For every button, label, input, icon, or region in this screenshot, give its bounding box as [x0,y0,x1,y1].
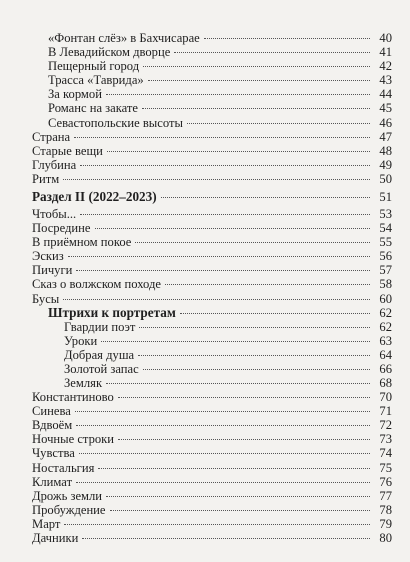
toc-entry-page: 40 [379,31,392,45]
toc-entry [0,100,410,116]
toc-entry-title: Романс на закате [48,101,139,115]
toc-entry-page: 74 [379,446,392,460]
dot-leader [148,79,370,81]
toc-entry-title: Климат [32,475,73,489]
toc-entry-title: Март [32,517,61,531]
toc-entry-page: 71 [379,404,392,418]
toc-entry-title: Севастопольские высоты [48,116,183,130]
toc-entry-title: В приёмном покое [32,235,132,249]
toc-entry-page: 63 [379,334,392,348]
dot-leader [101,340,370,342]
dot-leader [63,298,370,300]
toc-entry [0,530,410,546]
toc-entry-page: 51 [379,190,392,204]
toc-entry-page: 44 [379,87,392,101]
toc-entry-title: Страна [32,130,71,144]
dot-leader [161,196,370,198]
dot-leader [76,481,370,483]
toc-entry-page: 60 [379,292,392,306]
toc-entry-page: 55 [379,235,392,249]
dot-leader [68,255,370,257]
dot-leader [110,509,370,511]
toc-entry-title: Дачники [32,531,79,545]
toc-entry-page: 79 [379,517,392,531]
toc-entry-title: Добрая душа [64,348,135,362]
toc-entry-page: 46 [379,116,392,130]
toc-entry-title: Пробуждение [32,503,106,517]
toc-entry-title: За кормой [48,87,102,101]
toc-entry [0,171,410,187]
toc-entry-page: 64 [379,348,392,362]
toc-entry-title: Раздел II (2022–2023) [32,189,157,204]
toc-entry-page: 57 [379,263,392,277]
dot-leader [98,467,370,469]
toc-entry-title: Эскиз [32,249,64,263]
dot-leader [76,424,370,426]
toc-entry-page: 78 [379,503,392,517]
toc-entry-page: 75 [379,461,392,475]
toc-entry-title: Вдвоём [32,418,73,432]
toc-entry-title: Глубина [32,158,77,172]
toc-entry-title: Пичуги [32,263,73,277]
toc-entry-title: Константиново [32,390,114,404]
dot-leader [63,178,370,180]
toc-entry-page: 72 [379,418,392,432]
toc-entry [0,276,410,292]
dot-leader [187,122,370,124]
dot-leader [139,326,370,328]
dot-leader [118,396,370,398]
dot-leader [64,523,370,525]
toc-entry-title: Чувства [32,446,75,460]
toc-entry-title: Синева [32,404,71,418]
dot-leader [118,438,370,440]
toc-entry-title: Посредине [32,221,91,235]
toc-entry [0,189,410,205]
toc-entry-page: 50 [379,172,392,186]
toc-entry-page: 49 [379,158,392,172]
toc-entry-page: 76 [379,475,392,489]
toc-entry-page: 73 [379,432,392,446]
dot-leader [174,51,370,53]
dot-leader [143,65,370,67]
toc-entry-title: Трасса «Таврида» [48,73,144,87]
toc-entry-page: 66 [379,362,392,376]
toc-entry-page: 77 [379,489,392,503]
toc-entry-title: Гвардии поэт [64,320,136,334]
toc-entry-page: 58 [379,277,392,291]
toc-entry-page: 48 [379,144,392,158]
dot-leader [80,164,370,166]
dot-leader [138,354,370,356]
toc-entry-page: 41 [379,45,392,59]
toc-entry-title: В Левадийском дворце [48,45,171,59]
dot-leader [95,227,371,229]
toc-entry-title: Уроки [64,334,98,348]
toc-entry-title: Старые вещи [32,144,103,158]
dot-leader [74,136,370,138]
toc-entry-page: 62 [379,320,392,334]
toc-entry-page: 80 [379,531,392,545]
toc-entry-page: 62 [379,306,392,320]
toc-entry-page: 42 [379,59,392,73]
toc-entry-page: 56 [379,249,392,263]
toc-entry-title: Бусы [32,292,60,306]
toc-entry-page: 43 [379,73,392,87]
dot-leader [135,241,370,243]
dot-leader [75,410,370,412]
dot-leader [106,93,370,95]
dot-leader [106,495,370,497]
toc-entry-page: 47 [379,130,392,144]
toc-entry-title: Чтобы... [32,207,77,221]
dot-leader [204,37,370,39]
dot-leader [80,213,370,215]
toc-entry-title: Пещерный город [48,59,140,73]
toc-entry-page: 45 [379,101,392,115]
toc-entry-title: Ностальгия [32,461,95,475]
toc-entry-title: Золотой запас [64,362,139,376]
toc-entry-title: Штрихи к портретам [48,305,176,320]
dot-leader [143,368,370,370]
dot-leader [82,537,370,539]
dot-leader [165,283,370,285]
dot-leader [79,452,370,454]
toc-entry-title: Сказ о волжском походе [32,277,161,291]
toc-entry-title: Земляк [64,376,103,390]
dot-leader [76,269,370,271]
dot-leader [107,150,370,152]
toc-entry-title: «Фонтан слёз» в Бахчисарае [48,31,200,45]
dot-leader [180,312,370,314]
toc-entry-page: 68 [379,376,392,390]
toc-entry [0,445,410,461]
toc-entry-title: Дрожь земли [32,489,103,503]
dot-leader [142,107,370,109]
toc-entry-page: 53 [379,207,392,221]
toc-entry-title: Ритм [32,172,60,186]
toc-entry-page: 54 [379,221,392,235]
toc-entry-page: 70 [379,390,392,404]
toc-entry-title: Ночные строки [32,432,115,446]
dot-leader [106,382,370,384]
